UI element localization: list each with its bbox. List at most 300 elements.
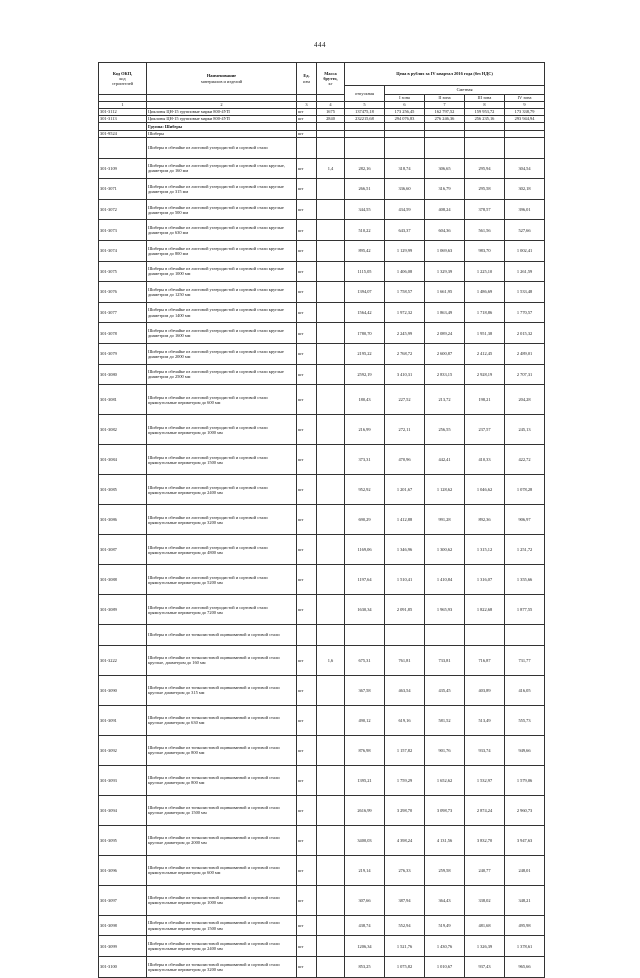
row-price-zone-4: 555,73 [505, 705, 545, 735]
row-price-zone-1: 2 245,99 [385, 323, 425, 344]
row-price-zone-3: 378,57 [465, 199, 505, 220]
row-code: 301-3077 [99, 302, 147, 323]
row-price-zone-4: 1 002,41 [505, 240, 545, 261]
row-price-zone-3: 403,89 [465, 675, 505, 705]
table-row [99, 825, 545, 855]
row-unit: шт [297, 505, 317, 535]
row-unit: шт [297, 705, 317, 735]
row-price-zone-1: 2 768,72 [385, 343, 425, 364]
row-price-accounting: 876,98 [345, 735, 385, 765]
row-price-zone-4 [505, 131, 545, 138]
row-price-zone-1: 173 256,45 [385, 109, 425, 116]
row-price-zone-3 [465, 625, 505, 646]
table-row [99, 535, 545, 565]
row-price-zone-3: 513,49 [465, 705, 505, 735]
table-row [99, 199, 545, 220]
row-price-zone-1: 3 410,31 [385, 364, 425, 385]
row-code: 301-3076 [99, 282, 147, 303]
row-price-zone-4: 2 015,32 [505, 323, 545, 344]
row-price-zone-4: 1 533,48 [505, 282, 545, 303]
row-mass [317, 956, 345, 977]
row-mass [317, 415, 345, 445]
header-unit [297, 63, 317, 95]
row-price-zone-1: 1 521,76 [385, 936, 425, 957]
table-row [99, 220, 545, 241]
row-code: 301-3071 [99, 179, 147, 200]
row-mass: 1,4 [317, 158, 345, 179]
row-price-zone-4: 396,01 [505, 199, 545, 220]
row-price-zone-2: 519,49 [425, 915, 465, 936]
table-row [99, 240, 545, 261]
row-unit: шт [297, 364, 317, 385]
row-price-zone-3: 240,77 [465, 855, 505, 885]
row-price-accounting: 2195,22 [345, 343, 385, 364]
row-mass [317, 302, 345, 323]
row-mass [317, 323, 345, 344]
row-price-zone-2: 435,45 [425, 675, 465, 705]
row-price-zone-3: 295,94 [465, 158, 505, 179]
row-mass [317, 565, 345, 595]
row-price-accounting [345, 123, 385, 131]
row-mass: 1,6 [317, 645, 345, 675]
row-code: 301-3088 [99, 565, 147, 595]
row-price-zone-1: 552,94 [385, 915, 425, 936]
row-price-zone-3: 561,56 [465, 220, 505, 241]
row-price-zone-3: 256 235,16 [465, 116, 505, 123]
row-price-zone-4: 2 707,31 [505, 364, 545, 385]
col-number: 6 [385, 102, 425, 109]
header-mass-unit: кг [328, 81, 333, 87]
row-name: Шиберы в обечайке из тонколистовой оцинкованной и сортовой стали [147, 625, 297, 646]
row-price-zone-2: 2 600,87 [425, 343, 465, 364]
row-name: Шиберы в обечайке из листовой углеродистой и сортовой стали [147, 138, 297, 159]
row-price-zone-3: 983,70 [465, 240, 505, 261]
row-price-zone-1 [385, 625, 425, 646]
row-code: 301-3113 [99, 116, 147, 123]
row-price-zone-1: 1 510,41 [385, 565, 425, 595]
row-price-zone-1: 3 298,70 [385, 795, 425, 825]
row-price-zone-3: 892,36 [465, 505, 505, 535]
col-number: 5 [345, 102, 385, 109]
row-code: 301-3075 [99, 261, 147, 282]
row-unit: шт [297, 261, 317, 282]
row-price-zone-3: 3 832,70 [465, 825, 505, 855]
row-price-zone-3: 1 951,38 [465, 323, 505, 344]
row-name: Шиберы в обечайке из листовой углеродистой и сортовой стали круглые диаметром до 1250 мм [147, 282, 297, 303]
header-incl: Сметная [385, 86, 545, 95]
row-price-accounting: 344,55 [345, 199, 385, 220]
row-unit: шт [297, 323, 317, 344]
row-code: 301-3093 [99, 765, 147, 795]
row-price-accounting: 438,74 [345, 915, 385, 936]
row-price-accounting: 216,99 [345, 415, 385, 445]
row-unit: шт [297, 220, 317, 241]
row-price-zone-4: 348,21 [505, 885, 545, 915]
row-code: 301-3099 [99, 936, 147, 957]
row-name: Шиберы в обечайке из тонколистовой оцинкованной и сортовой стали круглые диаметром до 1500 мм [147, 795, 297, 825]
row-name: Шиберы в обечайке из тонколистовой оцинкованной и сортовой стали круглые диаметром до 800 мм [147, 735, 297, 765]
row-price-accounting: 1169,06 [345, 535, 385, 565]
row-name: Шиберы в обечайке из листовой углеродистой и сортовой стали круглые диаметром до 1000 мм [147, 261, 297, 282]
row-code: 301-3222 [99, 645, 147, 675]
row-price-zone-4: 3 947,63 [505, 825, 545, 855]
row-mass [317, 825, 345, 855]
row-price-accounting: 1395,21 [345, 765, 385, 795]
row-price-zone-1: 1 972,32 [385, 302, 425, 323]
row-name: Шиберы в обечайке из листовой углеродистой и сортовой стали прямоугольные периметром до 3200 мм [147, 505, 297, 535]
row-code: 301-3097 [99, 885, 147, 915]
row-price-accounting: 1630,34 [345, 595, 385, 625]
row-price-zone-3: 1 718,86 [465, 302, 505, 323]
table-row [99, 364, 545, 385]
row-price-accounting: 180,43 [345, 385, 385, 415]
row-code: 301-3109 [99, 158, 147, 179]
row-mass [317, 855, 345, 885]
row-code: 301-3086 [99, 505, 147, 535]
row-price-accounting: 1206,34 [345, 936, 385, 957]
row-name: Шиберы в обечайке из тонколистовой оцинкованной и сортовой стали круглые диаметром до 315 мм [147, 675, 297, 705]
row-unit: шт [297, 385, 317, 415]
col-number: 9 [505, 102, 545, 109]
row-price-zone-2: 259,58 [425, 855, 465, 885]
row-name: Шиберы в обечайке из тонколистовой оцинкованной и сортовой стали прямоугольные периметром до 2400 мм [147, 936, 297, 957]
row-name: Шиберы в обечайке из листовой углеродистой и сортовой стали круглые диаметром до 2500 мм [147, 364, 297, 385]
row-mass [317, 915, 345, 936]
row-price-zone-3: 1 315,12 [465, 535, 505, 565]
row-unit: шт [297, 936, 317, 957]
row-unit: шт [297, 956, 317, 977]
row-mass [317, 675, 345, 705]
row-price-zone-4: 906,97 [505, 505, 545, 535]
row-price-zone-3: 338,02 [465, 885, 505, 915]
header-code-sub: код [119, 75, 126, 81]
row-price-zone-1: 470,96 [385, 445, 425, 475]
header-code-label: Код ОКП, [112, 70, 133, 76]
table-row [99, 131, 545, 138]
row-price-zone-1: 1 157,82 [385, 735, 425, 765]
table-row [99, 323, 545, 344]
row-name: Шиберы в обечайке из тонколистовой оцинкованной и сортовой стали круглые диаметром до 800 мм [147, 765, 297, 795]
table-row [99, 735, 545, 765]
row-price-zone-3: 1 532,97 [465, 765, 505, 795]
row-mass [317, 705, 345, 735]
row-unit: шт [297, 675, 317, 705]
row-price-zone-4: 293 944,94 [505, 116, 545, 123]
header-mass [317, 63, 345, 95]
row-price-zone-2: 581,52 [425, 705, 465, 735]
table-row [99, 505, 545, 535]
row-price-zone-3: 481,68 [465, 915, 505, 936]
row-price-zone-1: 272,11 [385, 415, 425, 445]
row-mass [317, 364, 345, 385]
row-code: 301-3100 [99, 956, 147, 977]
row-code: 301-3078 [99, 323, 147, 344]
row-price-zone-2: 1 329,39 [425, 261, 465, 282]
row-price-zone-2: 1 652,62 [425, 765, 465, 795]
row-price-zone-4: 416,05 [505, 675, 545, 705]
row-price-zone-3: 716,87 [465, 645, 505, 675]
row-price-zone-2: 1 128,62 [425, 475, 465, 505]
table-row [99, 915, 545, 936]
table-row [99, 302, 545, 323]
row-price-zone-3: 933,74 [465, 735, 505, 765]
table-row [99, 445, 545, 475]
row-price-zone-1: 619,16 [385, 705, 425, 735]
row-name: Шиберы в обечайке из тонколистовой оцинкованной и сортовой стали прямоугольные периметром до 1000 мм [147, 885, 297, 915]
row-price-zone-1: 463,54 [385, 675, 425, 705]
row-price-zone-3 [465, 138, 505, 159]
table-row [99, 595, 545, 625]
header-mass-sub: брутто, [323, 75, 338, 81]
header-zone-4: IV зона [505, 95, 545, 102]
row-name: Шиберы в обечайке из листовой углеродистой и сортовой стали круглые диаметром до 315 мм [147, 179, 297, 200]
row-price-zone-3: 2 928,19 [465, 364, 505, 385]
row-unit: шт [297, 825, 317, 855]
table-row [99, 705, 545, 735]
row-code: 301-3079 [99, 343, 147, 364]
row-price-accounting: 952,92 [345, 475, 385, 505]
row-unit: шт [297, 645, 317, 675]
row-price-zone-3: 937,43 [465, 956, 505, 977]
row-price-zone-1: 1 075,82 [385, 956, 425, 977]
row-price-zone-4: 731,77 [505, 645, 545, 675]
header-unit-sub: изм [303, 78, 310, 84]
header-blank [317, 95, 345, 102]
row-price-zone-1: 4 398,24 [385, 825, 425, 855]
row-price-zone-2: 162 797,52 [425, 109, 465, 116]
row-price-zone-2: 2 833,15 [425, 364, 465, 385]
row-price-zone-4 [505, 138, 545, 159]
row-price-zone-2: 256,55 [425, 415, 465, 445]
col-number: 2 [147, 102, 297, 109]
row-name: Шиберы в обечайке из листовой углеродистой и сортовой стали круглые диаметром до 500 мм [147, 199, 297, 220]
header-name [147, 63, 297, 95]
row-price-zone-1: 1 201,67 [385, 475, 425, 505]
row-unit: шт [297, 475, 317, 505]
row-mass [317, 795, 345, 825]
row-unit: шт [297, 109, 317, 116]
table-row [99, 415, 545, 445]
row-price-zone-3: 410,33 [465, 445, 505, 475]
row-name: Шиберы в обечайке из листовой углеродистой и сортовой стали круглые диаметром до 630 мм [147, 220, 297, 241]
table-row [99, 343, 545, 364]
row-mass [317, 199, 345, 220]
row-unit: шт [297, 765, 317, 795]
row-price-zone-2: 1 069,63 [425, 240, 465, 261]
table-row [99, 675, 545, 705]
row-code: 301-3089 [99, 595, 147, 625]
table-row [99, 158, 545, 179]
row-name: Шиберы в обечайке из листовой углеродистой и сортовой стали прямоугольные периметром до 4800 мм [147, 535, 297, 565]
row-code: 301-3084 [99, 445, 147, 475]
row-price-accounting [345, 131, 385, 138]
row-price-zone-2: 1 010,67 [425, 956, 465, 977]
row-mass [317, 220, 345, 241]
row-name: Циклоны ЦН-15 групповые марки 800-4УП [147, 109, 297, 116]
row-price-zone-4: 965,66 [505, 956, 545, 977]
row-price-zone-1: 276,33 [385, 855, 425, 885]
row-price-zone-2: 604,36 [425, 220, 465, 241]
row-price-zone-4: 527,66 [505, 220, 545, 241]
row-price-zone-3: 2 874,24 [465, 795, 505, 825]
header-blank [147, 95, 297, 102]
table-row [99, 109, 545, 116]
row-price-accounting: 2616,99 [345, 795, 385, 825]
row-price-zone-1: 294 076,83 [385, 116, 425, 123]
row-price-zone-4: 1 261,59 [505, 261, 545, 282]
row-price-zone-4: 173 338,79 [505, 109, 545, 116]
row-price-zone-3: 159 953,72 [465, 109, 505, 116]
row-unit: шт [297, 131, 317, 138]
row-unit: шт [297, 565, 317, 595]
row-price-zone-2: 1 430,76 [425, 936, 465, 957]
row-price-zone-4: 1 251,72 [505, 535, 545, 565]
row-price-zone-1: 1 406,08 [385, 261, 425, 282]
row-price-zone-1: 1 412,88 [385, 505, 425, 535]
row-price-zone-1: 643,37 [385, 220, 425, 241]
table-row [99, 565, 545, 595]
col-number: 1 [99, 102, 147, 109]
row-price-accounting: 1394,07 [345, 282, 385, 303]
row-code: 301-3092 [99, 735, 147, 765]
row-mass [317, 445, 345, 475]
col-number: 3 [297, 102, 317, 109]
header-name-sub: материалов и изделий [200, 78, 243, 84]
row-price-accounting: 307,66 [345, 885, 385, 915]
table-row [99, 475, 545, 505]
header-zone-2: II зона [425, 95, 465, 102]
row-name: Шиберы в обечайке из тонколистовой оцинкованной и сортовой стали круглые диаметром до 2000 мм [147, 825, 297, 855]
row-price-zone-1: 1 759,29 [385, 765, 425, 795]
row-price-zone-2: 1 661,95 [425, 282, 465, 303]
row-price-zone-3: 1 486,69 [465, 282, 505, 303]
header-blank [99, 95, 147, 102]
row-mass [317, 131, 345, 138]
row-price-accounting [345, 625, 385, 646]
row-unit: шт [297, 302, 317, 323]
row-name: Шиберы в обечайке из листовой углеродистой и сортовой стали круглые диаметром до 1600 мм [147, 323, 297, 344]
row-price-zone-2: 991,28 [425, 505, 465, 535]
row-unit: шт [297, 282, 317, 303]
row-price-accounting: 1780,70 [345, 323, 385, 344]
row-code: 301-3090 [99, 675, 147, 705]
row-price-zone-3: 1 316,07 [465, 565, 505, 595]
row-unit [297, 138, 317, 159]
row-price-zone-2 [425, 131, 465, 138]
row-price-zone-4: 304,54 [505, 158, 545, 179]
row-name: Циклоны ЦН-15 групповые марки 800-4УП [147, 116, 297, 123]
row-mass [317, 282, 345, 303]
row-price-accounting: 853,25 [345, 956, 385, 977]
row-price-zone-3: 198,21 [465, 385, 505, 415]
header-unit-label: Ед. [303, 73, 310, 79]
row-price-zone-4: 422,72 [505, 445, 545, 475]
row-price-zone-2: 2 089,24 [425, 323, 465, 344]
row-mass [317, 343, 345, 364]
row-name: Шиберы в обечайке из листовой углеродистой и сортовой стали прямоугольные периметром до 2400 мм [147, 475, 297, 505]
row-unit: шт [297, 885, 317, 915]
row-unit: шт [297, 415, 317, 445]
row-unit: шт [297, 179, 317, 200]
row-name: Шиберы в обечайке из листовой углеродистой и сортовой стали прямоугольные периметром до 5200 мм [147, 565, 297, 595]
row-name: Шиберы в обечайке из листовой углеродистой и сортовой стали круглые диаметром до 800 мм [147, 240, 297, 261]
row-mass [317, 123, 345, 131]
row-price-zone-2: 364,43 [425, 885, 465, 915]
row-code: 301-9524 [99, 131, 147, 138]
row-price-zone-1 [385, 123, 425, 131]
row-price-zone-4: 949,66 [505, 735, 545, 765]
row-code [99, 138, 147, 159]
row-name: Шиберы в обечайке из листовой углеродистой и сортовой стали круглые диаметром до 2000 мм [147, 343, 297, 364]
row-unit: шт [297, 158, 317, 179]
row-price-zone-2: 3 098,73 [425, 795, 465, 825]
row-mass [317, 936, 345, 957]
row-mass [317, 385, 345, 415]
row-price-zone-2: 733,81 [425, 645, 465, 675]
row-unit: шт [297, 795, 317, 825]
row-price-zone-4 [505, 625, 545, 646]
row-code: 301-3081 [99, 385, 147, 415]
row-price-accounting: 219,14 [345, 855, 385, 885]
table-row [99, 885, 545, 915]
row-unit [297, 123, 317, 131]
row-name: Шиберы в обечайке из листовой углеродистой и сортовой стали прямоугольные периметром до 1000 мм [147, 415, 297, 445]
row-price-accounting: 510,22 [345, 220, 385, 241]
row-price-accounting: 3400,03 [345, 825, 385, 855]
row-price-zone-2 [425, 123, 465, 131]
row-unit: шт [297, 199, 317, 220]
row-price-zone-1: 761,81 [385, 645, 425, 675]
row-mass [317, 505, 345, 535]
row-unit: шт [297, 915, 317, 936]
price-table [98, 62, 545, 978]
row-price-zone-1: 227,52 [385, 385, 425, 415]
row-price-zone-2: 276 246,36 [425, 116, 465, 123]
row-price-zone-3: 1 046,62 [465, 475, 505, 505]
row-price-accounting [345, 138, 385, 159]
row-price-accounting: 895,42 [345, 240, 385, 261]
row-mass [317, 735, 345, 765]
row-mass: 2840 [317, 116, 345, 123]
col-number: 7 [425, 102, 465, 109]
table-row [99, 645, 545, 675]
table-row [99, 936, 545, 957]
row-unit: шт [297, 116, 317, 123]
row-mass [317, 138, 345, 159]
row-code: 301-3112 [99, 109, 147, 116]
row-code: 301-3080 [99, 364, 147, 385]
row-price-zone-1: 1 758,57 [385, 282, 425, 303]
row-price-zone-4 [505, 123, 545, 131]
row-price-zone-3: 237,57 [465, 415, 505, 445]
table-row [99, 123, 545, 131]
row-price-accounting: 1564,42 [345, 302, 385, 323]
row-price-zone-3: 1 326,39 [465, 936, 505, 957]
row-price-zone-3: 2 412,45 [465, 343, 505, 364]
row-price-accounting: 2592,19 [345, 364, 385, 385]
table-row [99, 855, 545, 885]
row-name: Шиберы в обечайке из листовой углеродистой и сортовой стали прямоугольные периметром до 600 мм [147, 385, 297, 415]
row-code [99, 123, 147, 131]
row-price-zone-2: 1 863,49 [425, 302, 465, 323]
row-price-zone-4: 248,01 [505, 855, 545, 885]
row-price-zone-3 [465, 131, 505, 138]
header-code [99, 63, 147, 95]
row-code: 301-3074 [99, 240, 147, 261]
col-number: 4 [317, 102, 345, 109]
header-zone-1: I зона [385, 95, 425, 102]
row-code: 301-3096 [99, 855, 147, 885]
